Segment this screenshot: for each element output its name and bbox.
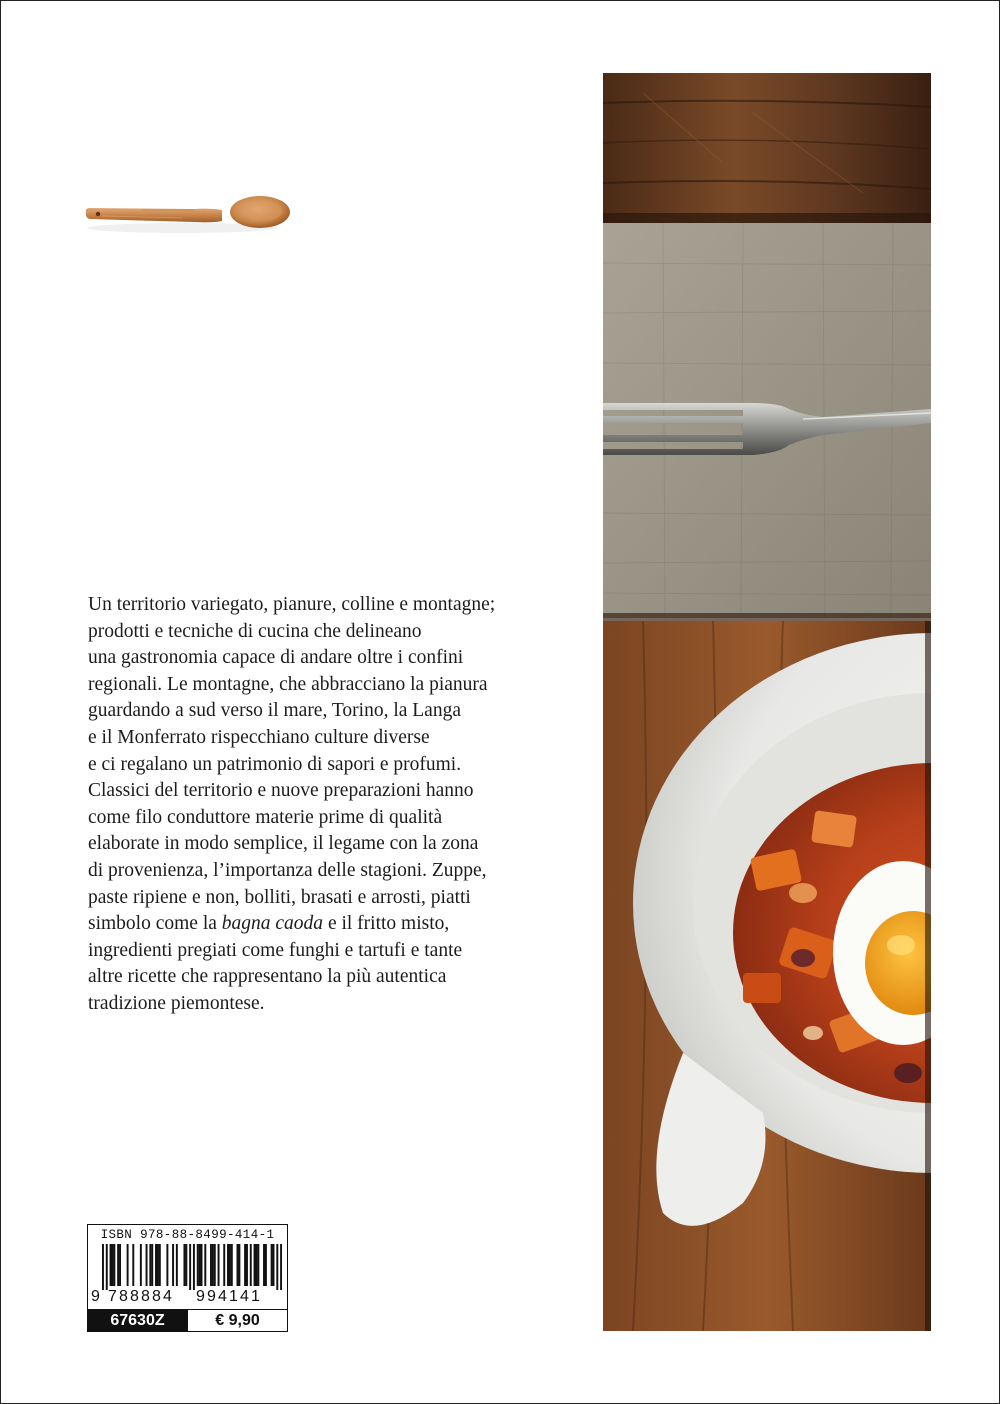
blurb-line: guardando a sud verso il mare, Torino, la Langa: [88, 700, 461, 722]
isbn-label: ISBN 978-88-8499-414-1: [100, 1228, 275, 1242]
blurb-text: simbolo come la: [88, 913, 222, 935]
barcode-bar: [271, 1244, 273, 1286]
barcode-bar: [280, 1244, 282, 1290]
barcode-bar: [257, 1244, 259, 1286]
barcode-bar: [189, 1244, 191, 1290]
barcode-bar: [197, 1244, 199, 1286]
barcode-bar: [102, 1244, 104, 1290]
blurb-text: e il fritto misto,: [323, 913, 450, 935]
blurb-italic-dish: bagna caoda: [221, 913, 324, 935]
blurb-line: tradizione piemontese.: [88, 992, 265, 1014]
barcode-bar: [212, 1244, 214, 1286]
barcode-bar: [229, 1244, 231, 1286]
barcode-bar: [176, 1244, 178, 1286]
barcode-bar: [214, 1244, 216, 1286]
ean-right-group: 994141: [196, 1288, 262, 1305]
barcode-bar: [254, 1244, 256, 1286]
barcode-bar: [157, 1244, 159, 1286]
barcode-bar: [149, 1244, 151, 1286]
barcode-bar: [140, 1244, 142, 1286]
barcode-bar: [113, 1244, 115, 1286]
barcode-bar: [276, 1244, 278, 1290]
barcode-bar: [111, 1244, 113, 1286]
blurb-line: e ci regalano un patrimonio di sapori e profumi.: [88, 753, 462, 775]
blurb-line: paste ripiene e non, bolliti, brasati e arrosti, piatti: [88, 886, 471, 908]
blurb-line: prodotti e tecniche di cucina che delineano: [88, 620, 422, 642]
barcode-bar: [218, 1244, 220, 1286]
barcode-bar: [238, 1244, 240, 1286]
barcode-bar: [231, 1244, 233, 1286]
food-photo: [603, 73, 931, 1331]
barcode-bar: [255, 1244, 257, 1286]
blurb-line: altre ricette che rappresentano la più autentica: [88, 966, 447, 988]
barcode-bar: [237, 1244, 239, 1286]
barcode-bar: [185, 1244, 187, 1286]
product-code: 67630Z: [87, 1309, 188, 1332]
barcode-bar: [244, 1244, 246, 1286]
barcode-bar: [210, 1244, 212, 1286]
barcode-bars: [102, 1244, 282, 1290]
price-tag: € 9,90: [187, 1309, 288, 1332]
barcode-bar: [201, 1244, 203, 1286]
barcode-bar: [127, 1244, 129, 1286]
barcode-bar: [132, 1244, 134, 1286]
blurb-line: regionali. Le montagne, che abbracciano la pianura: [88, 673, 488, 695]
barcode-bar: [110, 1244, 112, 1286]
blurb-line: [88, 911, 548, 938]
isbn-barcode: [87, 1224, 288, 1310]
barcode-bar: [146, 1244, 148, 1286]
barcode-bar: [166, 1244, 168, 1286]
blurb-line: ingredienti pregiati come funghi e tartufi e tante: [88, 939, 463, 961]
barcode-bar: [263, 1244, 265, 1286]
barcode-bar: [273, 1244, 275, 1286]
blurb-line: e il Monferrato rispecchiano culture diverse: [88, 726, 430, 748]
barcode-bar: [204, 1244, 206, 1286]
barcode-bar: [159, 1244, 161, 1286]
barcode-bar: [117, 1244, 119, 1286]
barcode-bar: [193, 1244, 195, 1290]
ean-first-digit: 9: [91, 1288, 100, 1305]
blurb-line: come filo conduttore materie prime di qualità: [88, 806, 443, 828]
barcode-bar: [106, 1244, 108, 1290]
barcode-bar: [265, 1244, 267, 1286]
barcode-bar: [172, 1244, 174, 1286]
blurb-line: elaborate in modo semplice, il legame con la zona: [88, 833, 479, 855]
barcode-bar: [246, 1244, 248, 1286]
barcode-bar: [199, 1244, 201, 1286]
barcode-bar: [223, 1244, 225, 1286]
barcode-bar: [119, 1244, 121, 1286]
barcode-bar: [183, 1244, 185, 1286]
barcode-bar: [250, 1244, 252, 1286]
blurb-line: Classici del territorio e nuove preparazioni hanno: [88, 780, 474, 802]
blurb-line: Un territorio variegato, pianure, colline e montagne;: [88, 594, 496, 615]
blurb-line: di provenienza, l’importanza delle stagioni. Zuppe,: [88, 859, 487, 881]
back-cover-blurb: [88, 592, 548, 1018]
barcode-bar: [155, 1244, 157, 1286]
barcode-bar: [151, 1244, 153, 1286]
wooden-spoon-image: [82, 192, 292, 240]
barcode-bar: [227, 1244, 229, 1286]
ean-left-group: 788884: [108, 1288, 174, 1305]
blurb-line: una gastronomia capace di andare oltre i confini: [88, 647, 464, 669]
